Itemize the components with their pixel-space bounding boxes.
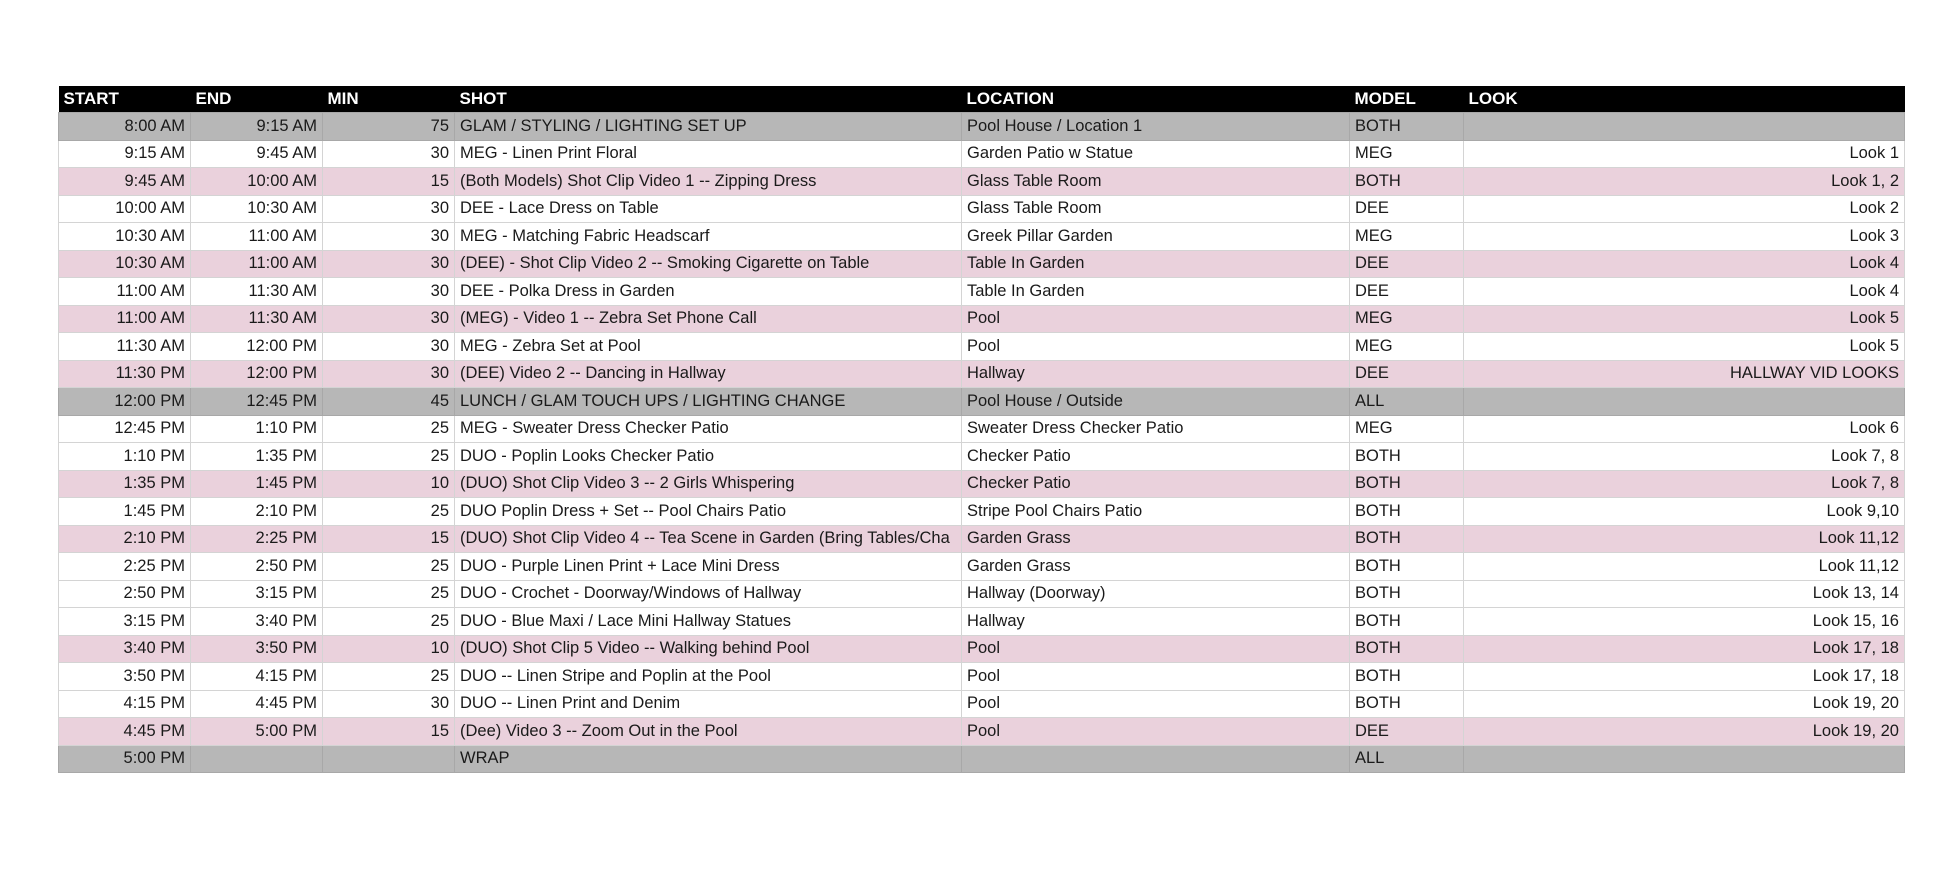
min-cell[interactable]: 25 <box>323 663 455 691</box>
shot-cell[interactable]: DUO - Poplin Looks Checker Patio <box>455 443 962 471</box>
end-cell[interactable]: 11:00 AM <box>191 250 323 278</box>
table-row <box>59 415 1905 443</box>
shot-cell[interactable]: (DEE) Video 2 -- Dancing in Hallway <box>455 360 962 388</box>
table-row <box>59 113 1905 141</box>
table-row <box>59 690 1905 718</box>
min-cell[interactable]: 25 <box>323 443 455 471</box>
shot-cell[interactable]: MEG - Zebra Set at Pool <box>455 333 962 361</box>
model-cell[interactable]: DEE <box>1350 718 1464 746</box>
end-cell[interactable] <box>191 745 323 773</box>
end-cell[interactable]: 10:30 AM <box>191 195 323 223</box>
column-header-shot[interactable]: SHOT <box>455 86 962 113</box>
look-cell[interactable]: Look 9,10 <box>1464 498 1905 526</box>
min-cell[interactable]: 45 <box>323 388 455 416</box>
look-cell[interactable]: Look 17, 18 <box>1464 635 1905 663</box>
end-cell[interactable]: 4:45 PM <box>191 690 323 718</box>
location-cell[interactable]: Pool House / Location 1 <box>962 113 1350 141</box>
start-cell[interactable]: 9:45 AM <box>59 168 191 196</box>
model-cell[interactable]: MEG <box>1350 333 1464 361</box>
end-cell[interactable]: 12:00 PM <box>191 360 323 388</box>
start-cell[interactable]: 2:10 PM <box>59 525 191 553</box>
location-cell[interactable]: Hallway (Doorway) <box>962 580 1350 608</box>
start-cell[interactable]: 12:00 PM <box>59 388 191 416</box>
shot-cell[interactable]: (DUO) Shot Clip Video 4 -- Tea Scene in Garden (Bring Tables/Cha <box>455 525 962 553</box>
column-header-end[interactable]: END <box>191 86 323 113</box>
table-row <box>59 553 1905 581</box>
start-cell[interactable]: 3:50 PM <box>59 663 191 691</box>
model-cell[interactable]: MEG <box>1350 305 1464 333</box>
shot-cell[interactable]: GLAM / STYLING / LIGHTING SET UP <box>455 113 962 141</box>
table-row <box>59 580 1905 608</box>
table-row <box>59 195 1905 223</box>
min-cell[interactable]: 10 <box>323 635 455 663</box>
min-cell[interactable]: 30 <box>323 195 455 223</box>
location-cell[interactable]: Table In Garden <box>962 278 1350 306</box>
start-cell[interactable]: 1:35 PM <box>59 470 191 498</box>
min-cell[interactable]: 25 <box>323 580 455 608</box>
table-row <box>59 718 1905 746</box>
location-cell[interactable]: Pool <box>962 635 1350 663</box>
start-cell[interactable]: 4:45 PM <box>59 718 191 746</box>
table-row <box>59 168 1905 196</box>
look-cell[interactable]: Look 4 <box>1464 278 1905 306</box>
location-cell[interactable]: Stripe Pool Chairs Patio <box>962 498 1350 526</box>
header-row <box>59 86 1905 113</box>
column-header-location[interactable]: LOCATION <box>962 86 1350 113</box>
location-cell[interactable]: Table In Garden <box>962 250 1350 278</box>
shot-cell[interactable]: (DEE) - Shot Clip Video 2 -- Smoking Cigarette on Table <box>455 250 962 278</box>
location-cell[interactable]: Greek Pillar Garden <box>962 223 1350 251</box>
model-cell[interactable]: MEG <box>1350 415 1464 443</box>
model-cell[interactable]: BOTH <box>1350 168 1464 196</box>
shot-cell[interactable]: WRAP <box>455 745 962 773</box>
model-cell[interactable]: BOTH <box>1350 113 1464 141</box>
start-cell[interactable]: 1:10 PM <box>59 443 191 471</box>
shot-cell[interactable]: (Dee) Video 3 -- Zoom Out in the Pool <box>455 718 962 746</box>
location-cell[interactable]: Pool <box>962 333 1350 361</box>
min-cell[interactable]: 30 <box>323 333 455 361</box>
min-cell[interactable]: 25 <box>323 553 455 581</box>
min-cell[interactable]: 25 <box>323 608 455 636</box>
model-cell[interactable]: ALL <box>1350 745 1464 773</box>
look-cell[interactable]: Look 17, 18 <box>1464 663 1905 691</box>
end-cell[interactable]: 12:45 PM <box>191 388 323 416</box>
table-row <box>59 470 1905 498</box>
start-cell[interactable]: 3:40 PM <box>59 635 191 663</box>
look-cell[interactable]: Look 19, 20 <box>1464 718 1905 746</box>
shot-cell[interactable]: MEG - Sweater Dress Checker Patio <box>455 415 962 443</box>
shoot-schedule-table <box>58 86 1905 773</box>
look-cell[interactable]: Look 3 <box>1464 223 1905 251</box>
shot-cell[interactable]: DUO - Purple Linen Print + Lace Mini Dress <box>455 553 962 581</box>
model-cell[interactable]: BOTH <box>1350 663 1464 691</box>
look-cell[interactable]: Look 15, 16 <box>1464 608 1905 636</box>
table-row <box>59 388 1905 416</box>
location-cell[interactable]: Hallway <box>962 608 1350 636</box>
model-cell[interactable]: BOTH <box>1350 690 1464 718</box>
end-cell[interactable]: 2:25 PM <box>191 525 323 553</box>
start-cell[interactable]: 8:00 AM <box>59 113 191 141</box>
table-row <box>59 608 1905 636</box>
shot-cell[interactable]: DUO - Blue Maxi / Lace Mini Hallway Statues <box>455 608 962 636</box>
min-cell[interactable]: 15 <box>323 168 455 196</box>
table-row <box>59 635 1905 663</box>
location-cell[interactable]: Garden Grass <box>962 525 1350 553</box>
model-cell[interactable]: BOTH <box>1350 553 1464 581</box>
table-row <box>59 360 1905 388</box>
min-cell[interactable]: 75 <box>323 113 455 141</box>
table-row <box>59 278 1905 306</box>
model-cell[interactable]: BOTH <box>1350 443 1464 471</box>
location-cell[interactable]: Pool <box>962 718 1350 746</box>
look-cell[interactable]: Look 2 <box>1464 195 1905 223</box>
min-cell[interactable]: 30 <box>323 360 455 388</box>
look-cell[interactable]: Look 11,12 <box>1464 525 1905 553</box>
look-cell[interactable]: HALLWAY VID LOOKS <box>1464 360 1905 388</box>
end-cell[interactable]: 9:45 AM <box>191 140 323 168</box>
table-row <box>59 223 1905 251</box>
end-cell[interactable]: 9:15 AM <box>191 113 323 141</box>
min-cell[interactable]: 10 <box>323 470 455 498</box>
start-cell[interactable]: 1:45 PM <box>59 498 191 526</box>
min-cell[interactable]: 30 <box>323 278 455 306</box>
end-cell[interactable]: 10:00 AM <box>191 168 323 196</box>
location-cell[interactable]: Checker Patio <box>962 443 1350 471</box>
location-cell[interactable]: Hallway <box>962 360 1350 388</box>
model-cell[interactable]: BOTH <box>1350 525 1464 553</box>
start-cell[interactable]: 12:45 PM <box>59 415 191 443</box>
look-cell[interactable]: Look 5 <box>1464 305 1905 333</box>
shot-cell[interactable]: MEG - Matching Fabric Headscarf <box>455 223 962 251</box>
shot-cell[interactable]: DEE - Lace Dress on Table <box>455 195 962 223</box>
start-cell[interactable]: 11:30 PM <box>59 360 191 388</box>
end-cell[interactable]: 11:00 AM <box>191 223 323 251</box>
min-cell[interactable]: 30 <box>323 250 455 278</box>
location-cell[interactable]: Glass Table Room <box>962 195 1350 223</box>
min-cell[interactable]: 30 <box>323 223 455 251</box>
model-cell[interactable]: DEE <box>1350 250 1464 278</box>
end-cell[interactable]: 1:45 PM <box>191 470 323 498</box>
model-cell[interactable]: BOTH <box>1350 470 1464 498</box>
shot-cell[interactable]: DUO Poplin Dress + Set -- Pool Chairs Patio <box>455 498 962 526</box>
schedule-sheet <box>58 86 1904 773</box>
shot-cell[interactable]: (DUO) Shot Clip 5 Video -- Walking behind Pool <box>455 635 962 663</box>
table-row <box>59 250 1905 278</box>
end-cell[interactable]: 2:50 PM <box>191 553 323 581</box>
start-cell[interactable]: 4:15 PM <box>59 690 191 718</box>
table-row <box>59 525 1905 553</box>
location-cell[interactable]: Checker Patio <box>962 470 1350 498</box>
column-header-model[interactable]: MODEL <box>1350 86 1464 113</box>
location-cell[interactable]: Pool <box>962 305 1350 333</box>
look-cell[interactable] <box>1464 113 1905 141</box>
start-cell[interactable]: 2:25 PM <box>59 553 191 581</box>
model-cell[interactable]: BOTH <box>1350 580 1464 608</box>
table-row <box>59 305 1905 333</box>
end-cell[interactable]: 5:00 PM <box>191 718 323 746</box>
start-cell[interactable]: 3:15 PM <box>59 608 191 636</box>
look-cell[interactable]: Look 13, 14 <box>1464 580 1905 608</box>
column-header-start[interactable]: START <box>59 86 191 113</box>
model-cell[interactable]: MEG <box>1350 223 1464 251</box>
end-cell[interactable]: 1:35 PM <box>191 443 323 471</box>
start-cell[interactable]: 11:30 AM <box>59 333 191 361</box>
end-cell[interactable]: 12:00 PM <box>191 333 323 361</box>
start-cell[interactable]: 10:30 AM <box>59 250 191 278</box>
min-cell[interactable]: 25 <box>323 498 455 526</box>
look-cell[interactable]: Look 19, 20 <box>1464 690 1905 718</box>
table-row <box>59 333 1905 361</box>
min-cell[interactable] <box>323 745 455 773</box>
look-cell[interactable]: Look 7, 8 <box>1464 443 1905 471</box>
model-cell[interactable]: BOTH <box>1350 608 1464 636</box>
location-cell[interactable]: Pool <box>962 690 1350 718</box>
start-cell[interactable]: 11:00 AM <box>59 305 191 333</box>
model-cell[interactable]: ALL <box>1350 388 1464 416</box>
location-cell[interactable]: Garden Patio w Statue <box>962 140 1350 168</box>
look-cell[interactable]: Look 1, 2 <box>1464 168 1905 196</box>
look-cell[interactable] <box>1464 388 1905 416</box>
table-row <box>59 498 1905 526</box>
shot-cell[interactable]: DEE - Polka Dress in Garden <box>455 278 962 306</box>
location-cell[interactable] <box>962 745 1350 773</box>
end-cell[interactable]: 1:10 PM <box>191 415 323 443</box>
model-cell[interactable]: MEG <box>1350 140 1464 168</box>
end-cell[interactable]: 3:40 PM <box>191 608 323 636</box>
shot-cell[interactable]: MEG - Linen Print Floral <box>455 140 962 168</box>
look-cell[interactable]: Look 1 <box>1464 140 1905 168</box>
column-header-min[interactable]: MIN <box>323 86 455 113</box>
column-header-look[interactable]: LOOK <box>1464 86 1905 113</box>
table-row <box>59 140 1905 168</box>
look-cell[interactable]: Look 4 <box>1464 250 1905 278</box>
model-cell[interactable]: DEE <box>1350 360 1464 388</box>
end-cell[interactable]: 2:10 PM <box>191 498 323 526</box>
start-cell[interactable]: 10:00 AM <box>59 195 191 223</box>
end-cell[interactable]: 3:15 PM <box>191 580 323 608</box>
shot-cell[interactable]: DUO -- Linen Stripe and Poplin at the Pool <box>455 663 962 691</box>
model-cell[interactable]: BOTH <box>1350 498 1464 526</box>
end-cell[interactable]: 11:30 AM <box>191 305 323 333</box>
look-cell[interactable]: Look 6 <box>1464 415 1905 443</box>
location-cell[interactable]: Glass Table Room <box>962 168 1350 196</box>
look-cell[interactable] <box>1464 745 1905 773</box>
min-cell[interactable]: 30 <box>323 140 455 168</box>
table-row <box>59 663 1905 691</box>
location-cell[interactable]: Garden Grass <box>962 553 1350 581</box>
start-cell[interactable]: 11:00 AM <box>59 278 191 306</box>
shot-cell[interactable]: DUO -- Linen Print and Denim <box>455 690 962 718</box>
start-cell[interactable]: 2:50 PM <box>59 580 191 608</box>
min-cell[interactable]: 30 <box>323 305 455 333</box>
min-cell[interactable]: 25 <box>323 415 455 443</box>
location-cell[interactable]: Pool House / Outside <box>962 388 1350 416</box>
model-cell[interactable]: BOTH <box>1350 635 1464 663</box>
start-cell[interactable]: 5:00 PM <box>59 745 191 773</box>
model-cell[interactable]: DEE <box>1350 278 1464 306</box>
min-cell[interactable]: 30 <box>323 690 455 718</box>
look-cell[interactable]: Look 7, 8 <box>1464 470 1905 498</box>
model-cell[interactable]: DEE <box>1350 195 1464 223</box>
table-row <box>59 745 1905 773</box>
start-cell[interactable]: 10:30 AM <box>59 223 191 251</box>
look-cell[interactable]: Look 5 <box>1464 333 1905 361</box>
min-cell[interactable]: 15 <box>323 525 455 553</box>
table-row <box>59 443 1905 471</box>
shot-cell[interactable]: DUO - Crochet - Doorway/Windows of Hallway <box>455 580 962 608</box>
look-cell[interactable]: Look 11,12 <box>1464 553 1905 581</box>
end-cell[interactable]: 3:50 PM <box>191 635 323 663</box>
shot-cell[interactable]: (Both Models) Shot Clip Video 1 -- Zipping Dress <box>455 168 962 196</box>
start-cell[interactable]: 9:15 AM <box>59 140 191 168</box>
end-cell[interactable]: 11:30 AM <box>191 278 323 306</box>
location-cell[interactable]: Sweater Dress Checker Patio <box>962 415 1350 443</box>
location-cell[interactable]: Pool <box>962 663 1350 691</box>
shot-cell[interactable]: LUNCH / GLAM TOUCH UPS / LIGHTING CHANGE <box>455 388 962 416</box>
shot-cell[interactable]: (MEG) - Video 1 -- Zebra Set Phone Call <box>455 305 962 333</box>
min-cell[interactable]: 15 <box>323 718 455 746</box>
shot-cell[interactable]: (DUO) Shot Clip Video 3 -- 2 Girls Whispering <box>455 470 962 498</box>
end-cell[interactable]: 4:15 PM <box>191 663 323 691</box>
